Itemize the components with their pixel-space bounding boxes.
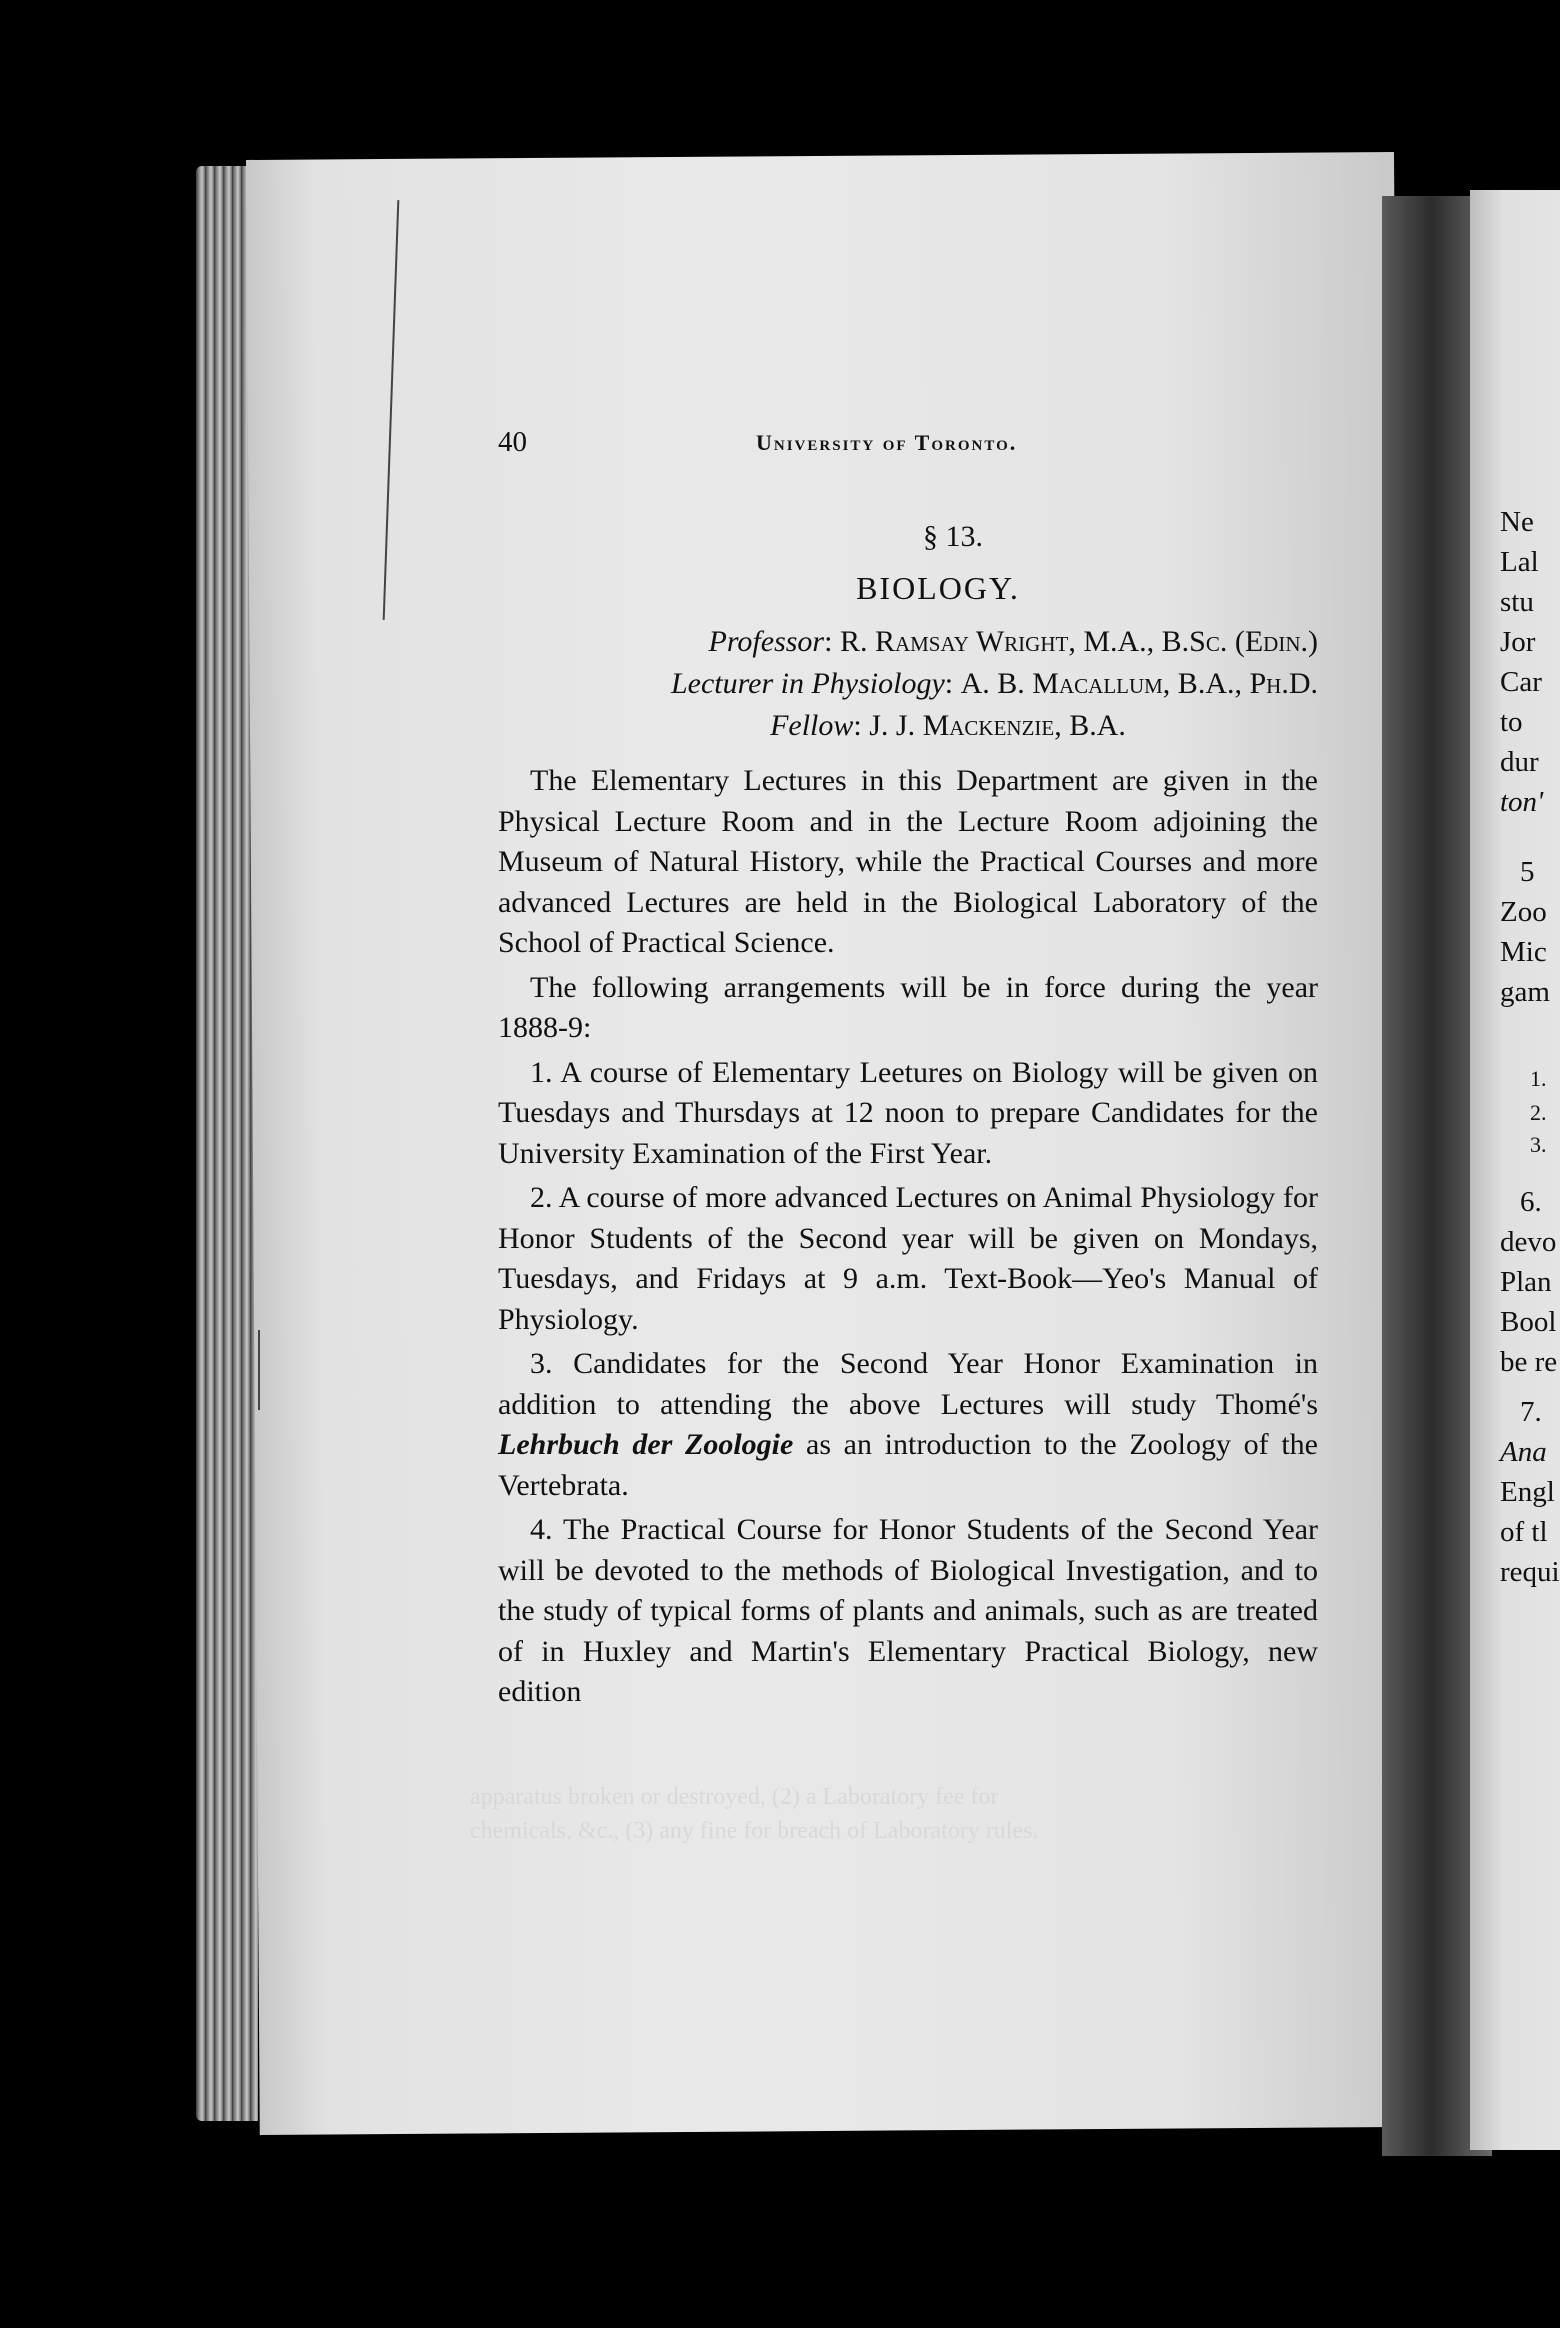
paragraph: 4. The Practical Course for Honor Students of the Second Year will be devoted to the methods of Biological Investigation, and to the study of typical forms of plants and animals, such as are treated of in Huxley and Martin's Elementary Practical Biology, new edition	[498, 1513, 1318, 1708]
facing-line: Plan	[1500, 1266, 1552, 1298]
facing-line: to	[1500, 706, 1523, 738]
staff-fellow: Fellow: J. J. Mackenzie, B.A.	[770, 709, 1126, 742]
paragraph-text: 3. Candidates for the Second Year Honor Examination in addition to attending the above Lectures will study Thomé's	[498, 1347, 1318, 1421]
page-number: 40	[498, 426, 527, 458]
facing-line: ton'	[1500, 786, 1544, 818]
facing-line: Mic	[1500, 936, 1547, 968]
staff-lecturer: Lecturer in Physiology: A. B. Macallum, B.A., Ph.D.	[670, 667, 1318, 700]
facing-line: stu	[1500, 586, 1534, 618]
facing-line: 6.	[1520, 1186, 1542, 1218]
paragraph	[498, 1344, 1318, 1506]
facing-line: 7.	[1520, 1396, 1542, 1428]
staff-name: R. Ramsay Wright, M.A., B.Sc. (Edin.)	[839, 625, 1318, 658]
paragraph: 2. A course of more advanced Lectures on Animal Physiology for Honor Students of the Second year will be given on Mondays, Tuesdays, and Fridays at 9 a.m. Text-Book—Yeo's Manual of Physiology.	[498, 1181, 1318, 1336]
facing-line: gam	[1500, 976, 1550, 1008]
facing-line: 2.	[1530, 1100, 1547, 1125]
facing-line: Jor	[1500, 626, 1536, 658]
paragraph-text: as an introduction to the Zoology of the Vertebrata.	[498, 1428, 1318, 1502]
facing-line: requi	[1500, 1556, 1560, 1588]
facing-line: 1.	[1530, 1066, 1547, 1091]
show-through-text	[470, 1780, 1350, 1848]
paragraph: The Elementary Lectures in this Department are given in the Physical Lecture Room and in the Lecture Room adjoining the Museum of Natural History, while the Practical Courses and more advanced Lectures are held in the Biological Laboratory of the School of Practical Science.	[498, 764, 1318, 959]
facing-line: be re	[1500, 1346, 1558, 1378]
show-through-line: apparatus broken or destroyed, (2) a Laboratory fee for	[470, 1784, 999, 1810]
pencil-mark	[258, 1330, 260, 1410]
facing-line: devo	[1500, 1226, 1557, 1258]
staff-name: J. J. Mackenzie, B.A.	[869, 709, 1126, 742]
facing-line: 3.	[1530, 1132, 1547, 1157]
staff-list	[498, 621, 1318, 747]
facing-line: 5	[1520, 856, 1535, 888]
section-body	[498, 761, 1318, 1713]
facing-line: dur	[1500, 746, 1539, 778]
section-number: § 13.	[923, 520, 983, 553]
book-title: Lehrbuch der Zoologie	[498, 1428, 794, 1461]
facing-line: Zoo	[1500, 896, 1547, 928]
staff-name: A. B. Macallum, B.A., Ph.D.	[960, 667, 1318, 700]
staff-role: Lecturer in Physiology	[670, 667, 945, 700]
section-title: BIOLOGY.	[856, 570, 1020, 606]
facing-page	[1470, 190, 1560, 2150]
paragraph: 1. A course of Elementary Leetures on Biology will be given on Tuesdays and Thursdays at 12 noon to prepare Candidates for the University Examination of the First Year.	[498, 1055, 1318, 1170]
facing-line: of tl	[1500, 1516, 1548, 1548]
staff-role: Professor	[708, 625, 825, 658]
running-head: University of Toronto.	[756, 430, 1018, 455]
facing-line: Lal	[1500, 546, 1539, 578]
paragraph: The following arrangements will be in force during the year 1888-9:	[498, 970, 1318, 1044]
facing-line: Ana	[1500, 1436, 1547, 1468]
show-through-line: chemicals, &c., (3) any fine for breach of Laboratory rules.	[470, 1818, 1039, 1844]
staff-professor: Professor: R. Ramsay Wright, M.A., B.Sc. (Edin.)	[708, 625, 1318, 658]
facing-line: Engl	[1500, 1476, 1555, 1508]
facing-line: Car	[1500, 666, 1542, 698]
facing-line: Ne	[1500, 506, 1534, 538]
staff-role: Fellow	[770, 709, 854, 742]
facing-line: Bool	[1500, 1306, 1557, 1338]
section-biology	[498, 520, 1318, 1717]
